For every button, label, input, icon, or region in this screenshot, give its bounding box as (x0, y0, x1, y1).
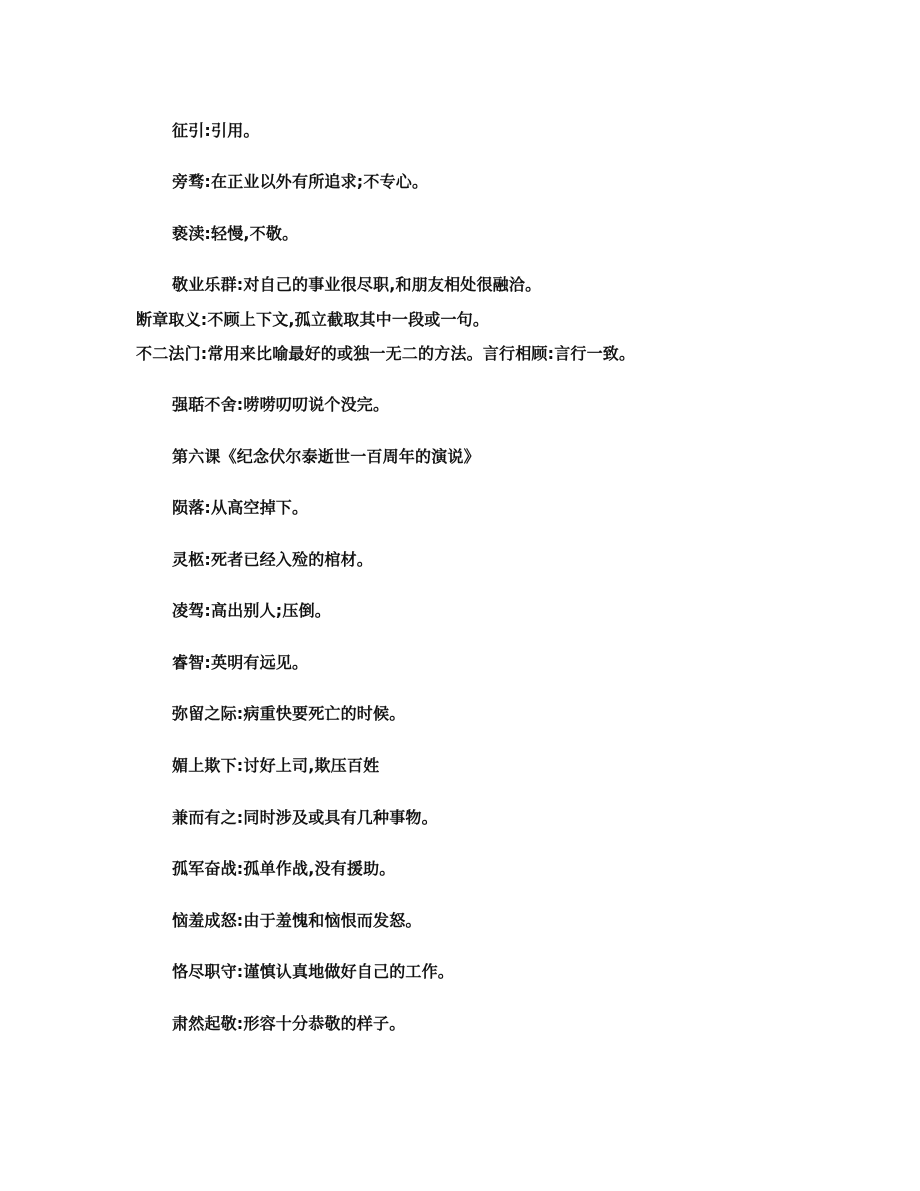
entry-jingyelequn: 敬业乐群:对自己的事业很尽职,和朋友相处很融洽。 (172, 275, 542, 294)
entry-gujunfenzhan: 孤军奋战:孤单作战,没有援助。 (172, 859, 396, 878)
lesson-heading: 第六课《纪念伏尔泰逝世一百周年的演说》 (172, 447, 480, 466)
entry-lingjiu: 灵柩:死者已经入殓的棺材。 (172, 550, 373, 569)
entry-xiedu: 亵渎:轻慢,不敬。 (172, 224, 299, 243)
entry-miliuzhiji: 弥留之际:病重快要死亡的时候。 (172, 704, 406, 723)
entry-meishangqixia: 媚上欺下:讨好上司,欺压百姓 (172, 756, 380, 775)
entry-lingjia: 凌驾:高出别人;压倒。 (172, 601, 331, 620)
entry-suranqijing: 肃然起敬:形容十分恭敬的样子。 (172, 1014, 406, 1033)
entry-zhengyin: 征引:引用。 (172, 121, 260, 140)
entry-ruizhi: 睿智:英明有远见。 (172, 653, 309, 672)
entry-naoxiuchengnu: 恼羞成怒:由于羞愧和恼恨而发怒。 (172, 911, 422, 930)
entry-pangwu: 旁骛:在正业以外有所追求;不专心。 (172, 172, 429, 191)
entry-yunluo: 陨落:从高空掉下。 (172, 498, 309, 517)
entry-jianeryouzhi: 兼而有之:同时涉及或具有几种事物。 (172, 808, 438, 827)
entry-kejinzhishou: 恪尽职守:谨慎认真地做好自己的工作。 (172, 962, 454, 981)
entry-duanzhangquyi: 断章取义:不顾上下文,孤立截取其中一段或一句。 (136, 310, 490, 329)
entry-buerfamen: 不二法门:常用来比喻最好的或独一无二的方法。言行相顾:言行一致。 (136, 344, 636, 363)
entry-qiangguobushe: 强聒不舍:唠唠叨叨说个没完。 (172, 395, 390, 414)
